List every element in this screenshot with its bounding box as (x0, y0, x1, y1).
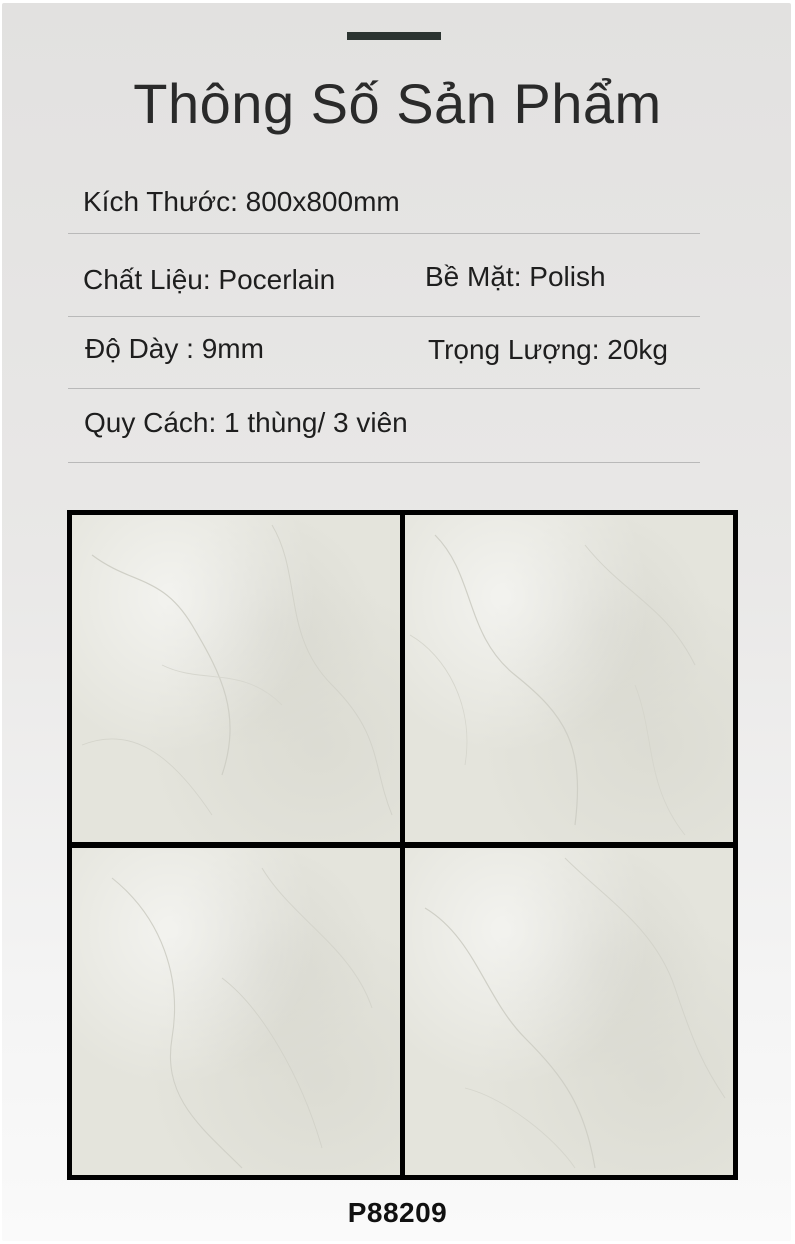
divider (68, 462, 700, 463)
spec-thickness: Độ Dày : 9mm (85, 333, 264, 364)
spec-weight: Trọng Lượng: 20kg (428, 334, 668, 365)
tile-image (405, 848, 733, 1175)
divider (68, 388, 700, 389)
tile-preview (67, 510, 738, 1180)
product-code: P88209 (347, 1197, 448, 1228)
spec-packing: Quy Cách: 1 thùng/ 3 viên (84, 407, 408, 438)
spec-size: Kích Thước: 800x800mm (83, 186, 400, 217)
page-title: Thông Số Sản Phẩm (133, 72, 662, 135)
tile-image (405, 515, 733, 842)
tile-image (72, 515, 400, 842)
spec-surface: Bề Mặt: Polish (425, 261, 606, 292)
accent-bar (347, 32, 441, 40)
tile-image (72, 848, 400, 1175)
divider (68, 233, 700, 234)
spec-material: Chất Liệu: Pocerlain (83, 264, 336, 295)
divider (68, 316, 700, 317)
